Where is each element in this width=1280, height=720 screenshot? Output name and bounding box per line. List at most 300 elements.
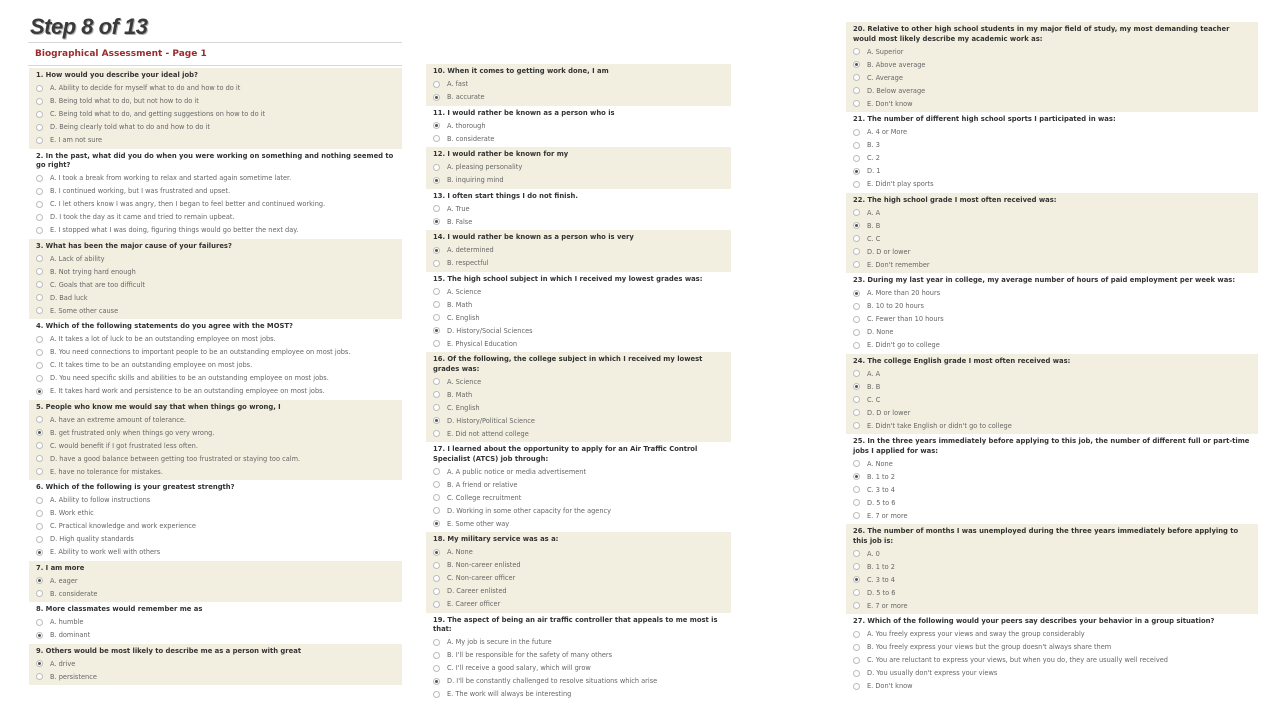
- radio-button[interactable]: [433, 218, 440, 225]
- radio-button[interactable]: [36, 375, 43, 382]
- radio-button[interactable]: [433, 404, 440, 411]
- answer-option-label: E. Didn't take English or didn't go to college: [867, 421, 1012, 430]
- radio-button[interactable]: [853, 550, 860, 557]
- answer-option[interactable]: [853, 165, 1252, 178]
- radio-button[interactable]: [36, 429, 43, 436]
- answer-option-label: A. A public notice or media advertisement: [447, 467, 587, 476]
- question-text: 16. Of the following, the college subject in which I received my lowest grades was:: [433, 355, 703, 373]
- radio-button[interactable]: [853, 248, 860, 255]
- question-block: [426, 230, 731, 272]
- radio-button[interactable]: [433, 94, 440, 101]
- radio-button[interactable]: [853, 316, 860, 323]
- radio-button[interactable]: [853, 129, 860, 136]
- question-block: [846, 193, 1258, 274]
- answer-option[interactable]: [36, 452, 396, 465]
- answer-option-label: E. Ability to work well with others: [50, 548, 161, 556]
- answer-option[interactable]: [433, 375, 725, 388]
- answer-option[interactable]: [36, 439, 396, 452]
- answer-option-label: B. Non-career enlisted: [447, 561, 521, 569]
- answer-option-label: B. 1 to 2: [867, 562, 895, 571]
- radio-button[interactable]: [433, 135, 440, 142]
- answer-option-label: C. It takes time to be an outstanding employee on most jobs.: [50, 361, 253, 369]
- radio-button[interactable]: [36, 468, 43, 475]
- answer-option[interactable]: [853, 393, 1252, 406]
- question-text: 19. The aspect of being an air traffic controller that appeals to me most is that:: [433, 615, 718, 633]
- radio-button[interactable]: [853, 486, 860, 493]
- radio-button[interactable]: [433, 417, 440, 424]
- answer-option[interactable]: [433, 414, 725, 427]
- answer-option-label: B. Not trying hard enough: [50, 267, 136, 276]
- question-block: [29, 68, 402, 149]
- answer-option[interactable]: [853, 232, 1252, 245]
- radio-button[interactable]: [36, 294, 43, 301]
- answer-option-label: A. thorough: [447, 121, 486, 130]
- answer-option[interactable]: [853, 58, 1252, 71]
- answer-option[interactable]: [853, 628, 1252, 641]
- answer-option[interactable]: [433, 401, 725, 414]
- answer-option[interactable]: [433, 662, 725, 675]
- radio-button[interactable]: [36, 362, 43, 369]
- question-block: [29, 149, 402, 239]
- answer-option-label: C. 3 to 4: [867, 575, 895, 584]
- radio-button[interactable]: [36, 255, 43, 262]
- radio-button[interactable]: [433, 691, 440, 698]
- radio-button[interactable]: [36, 497, 43, 504]
- answer-option-label: B. 3: [867, 141, 880, 149]
- question-text: 26. The number of months I was unemployed during the three years immediately before applying to this job is:: [853, 527, 1239, 545]
- answer-option[interactable]: [853, 152, 1252, 165]
- answer-option-label: A. humble: [50, 618, 84, 626]
- radio-button[interactable]: [433, 588, 440, 595]
- answer-option[interactable]: [853, 641, 1252, 654]
- answer-option-label: E. Don't know: [867, 99, 913, 108]
- answer-option-label: B. 10 to 20 hours: [867, 302, 924, 310]
- radio-button[interactable]: [853, 370, 860, 377]
- answer-option-label: D. Below average: [867, 86, 926, 95]
- answer-option[interactable]: [433, 202, 725, 215]
- radio-button[interactable]: [853, 576, 860, 583]
- answer-option[interactable]: [36, 385, 396, 398]
- answer-option[interactable]: [853, 206, 1252, 219]
- question-block: [846, 354, 1258, 435]
- radio-button[interactable]: [36, 124, 43, 131]
- radio-button[interactable]: [36, 455, 43, 462]
- answer-option[interactable]: [853, 339, 1252, 352]
- radio-button[interactable]: [433, 430, 440, 437]
- radio-button[interactable]: [433, 247, 440, 254]
- answer-option[interactable]: [36, 198, 396, 211]
- answer-option[interactable]: [853, 599, 1252, 612]
- answer-option-label: B. A friend or relative: [447, 480, 518, 489]
- answer-option-label: B. accurate: [447, 93, 485, 101]
- radio-button[interactable]: [433, 678, 440, 685]
- answer-option[interactable]: [36, 413, 396, 426]
- radio-button[interactable]: [853, 602, 860, 609]
- radio-button[interactable]: [36, 307, 43, 314]
- radio-button[interactable]: [36, 201, 43, 208]
- answer-option[interactable]: [853, 573, 1252, 586]
- answer-option[interactable]: [433, 688, 725, 701]
- answer-option[interactable]: [36, 108, 396, 121]
- answer-option[interactable]: [853, 71, 1252, 84]
- answer-option-label: E. It takes hard work and persistence to be an outstanding employee on most jobs.: [50, 387, 325, 395]
- radio-button[interactable]: [433, 391, 440, 398]
- answer-option[interactable]: [433, 572, 725, 585]
- answer-option[interactable]: [853, 586, 1252, 599]
- radio-button[interactable]: [853, 683, 860, 690]
- answer-option-label: C. I let others know I was angry, then I began to feel better and continued working.: [50, 200, 326, 208]
- radio-button[interactable]: [853, 473, 860, 480]
- answer-option[interactable]: [36, 95, 396, 108]
- radio-button[interactable]: [853, 74, 860, 81]
- radio-button[interactable]: [36, 660, 43, 667]
- question-text: 13. I often start things I do not finish.: [433, 191, 578, 200]
- question-text: 27. Which of the following would your peers say describes your behavior in a group situation?: [853, 617, 1215, 625]
- answer-option[interactable]: [36, 82, 396, 95]
- answer-option-label: B. respectful: [447, 259, 489, 267]
- answer-option[interactable]: [433, 517, 725, 530]
- answer-option-label: B. inquiring mind: [447, 176, 504, 184]
- answer-option-label: A. True: [447, 204, 470, 213]
- radio-button[interactable]: [433, 81, 440, 88]
- answer-option[interactable]: [433, 427, 725, 440]
- radio-button[interactable]: [433, 601, 440, 608]
- answer-option[interactable]: [36, 574, 396, 587]
- answer-option[interactable]: [853, 470, 1252, 483]
- answer-option[interactable]: [36, 172, 396, 185]
- answer-option[interactable]: [853, 457, 1252, 470]
- answer-option[interactable]: [36, 426, 396, 439]
- radio-button[interactable]: [853, 329, 860, 336]
- radio-button[interactable]: [853, 563, 860, 570]
- answer-option[interactable]: [433, 636, 725, 649]
- radio-button[interactable]: [433, 301, 440, 308]
- radio-button[interactable]: [433, 562, 440, 569]
- answer-option[interactable]: [433, 285, 725, 298]
- answer-option[interactable]: [853, 313, 1252, 326]
- radio-button[interactable]: [853, 512, 860, 519]
- answer-option-label: C. Goals that are too difficult: [50, 280, 145, 289]
- radio-button[interactable]: [433, 164, 440, 171]
- answer-option[interactable]: [36, 224, 396, 237]
- radio-button[interactable]: [433, 665, 440, 672]
- question-text: 1. How would you describe your ideal job?: [36, 71, 198, 79]
- answer-option[interactable]: [853, 287, 1252, 300]
- question-text: 20. Relative to other high school students in my major field of study, my most demanding teacher would most likely describe my academic work as:: [853, 25, 1230, 43]
- answer-option[interactable]: [36, 304, 396, 317]
- radio-button[interactable]: [853, 589, 860, 596]
- answer-option[interactable]: [36, 465, 396, 478]
- answer-option[interactable]: [853, 509, 1252, 522]
- answer-option[interactable]: [853, 84, 1252, 97]
- answer-option[interactable]: [853, 126, 1252, 139]
- answer-option-label: B. 1 to 2: [867, 472, 895, 481]
- radio-button[interactable]: [853, 422, 860, 429]
- radio-button[interactable]: [853, 181, 860, 188]
- radio-button[interactable]: [433, 122, 440, 129]
- answer-option[interactable]: [853, 419, 1252, 432]
- answer-option-label: B. You freely express your views but the group doesn't always share them: [867, 643, 1112, 651]
- answer-option[interactable]: [853, 245, 1252, 258]
- answer-option[interactable]: [853, 483, 1252, 496]
- answer-option-label: E. Physical Education: [447, 339, 518, 348]
- radio-button[interactable]: [853, 100, 860, 107]
- radio-button[interactable]: [36, 510, 43, 517]
- radio-button[interactable]: [853, 396, 860, 403]
- question-text: 24. The college English grade I most often received was:: [853, 356, 1071, 365]
- radio-button[interactable]: [853, 657, 860, 664]
- radio-button[interactable]: [853, 142, 860, 149]
- answer-option[interactable]: [36, 121, 396, 134]
- radio-button[interactable]: [433, 507, 440, 514]
- question-text: 4. Which of the following statements do you agree with the MOST?: [36, 322, 293, 330]
- answer-option[interactable]: [853, 367, 1252, 380]
- radio-button[interactable]: [433, 468, 440, 475]
- answer-option-label: E. Some other cause: [50, 306, 119, 315]
- answer-option[interactable]: [433, 215, 725, 228]
- answer-option-label: A. 0: [867, 549, 880, 558]
- answer-option-label: E. 7 or more: [867, 601, 908, 610]
- answer-option[interactable]: [36, 657, 396, 670]
- answer-option[interactable]: [853, 139, 1252, 152]
- question-column-2: [426, 64, 731, 703]
- radio-button[interactable]: [433, 288, 440, 295]
- question-text: 14. I would rather be known as a person who is very: [433, 233, 634, 241]
- radio-button[interactable]: [36, 673, 43, 680]
- answer-option-label: B. I'll be responsible for the safety of many others: [447, 651, 613, 659]
- radio-button[interactable]: [853, 409, 860, 416]
- answer-option[interactable]: [36, 533, 396, 546]
- answer-option-label: E. Some other way: [447, 519, 510, 528]
- answer-option[interactable]: [36, 670, 396, 683]
- radio-button[interactable]: [853, 261, 860, 268]
- radio-button[interactable]: [433, 575, 440, 582]
- answer-option[interactable]: [853, 326, 1252, 339]
- answer-option[interactable]: [36, 629, 396, 642]
- answer-option[interactable]: [433, 257, 725, 270]
- radio-button[interactable]: [36, 388, 43, 395]
- radio-button[interactable]: [36, 175, 43, 182]
- radio-button[interactable]: [36, 268, 43, 275]
- radio-button[interactable]: [433, 327, 440, 334]
- question-block: [846, 524, 1258, 614]
- answer-option[interactable]: [853, 560, 1252, 573]
- answer-option[interactable]: [433, 91, 725, 104]
- answer-option[interactable]: [433, 504, 725, 517]
- answer-option-label: D. 5 to 6: [867, 588, 896, 597]
- answer-option-label: A. pleasing personality: [447, 163, 523, 171]
- answer-option[interactable]: [36, 587, 396, 600]
- radio-button[interactable]: [36, 536, 43, 543]
- radio-button[interactable]: [433, 314, 440, 321]
- answer-option[interactable]: [36, 494, 396, 507]
- radio-button[interactable]: [36, 632, 43, 639]
- answer-option-label: B. I continued working, but I was frustrated and upset.: [50, 187, 231, 195]
- radio-button[interactable]: [853, 644, 860, 651]
- answer-option-label: E. The work will always be interesting: [447, 690, 572, 698]
- question-text: 6. Which of the following is your greatest strength?: [36, 483, 235, 491]
- answer-option[interactable]: [433, 174, 725, 187]
- radio-button[interactable]: [853, 383, 860, 390]
- answer-option-label: A. Superior: [867, 47, 904, 56]
- answer-option[interactable]: [433, 78, 725, 91]
- answer-option[interactable]: [433, 388, 725, 401]
- answer-option[interactable]: [433, 491, 725, 504]
- radio-button[interactable]: [433, 639, 440, 646]
- radio-button[interactable]: [433, 177, 440, 184]
- radio-button[interactable]: [36, 188, 43, 195]
- radio-button[interactable]: [433, 340, 440, 347]
- answer-option[interactable]: [433, 546, 725, 559]
- answer-option-label: D. History/Social Sciences: [447, 326, 533, 335]
- answer-option[interactable]: [36, 616, 396, 629]
- answer-option[interactable]: [433, 311, 725, 324]
- answer-option[interactable]: [433, 649, 725, 662]
- question-text: 3. What has been the major cause of your failures?: [36, 241, 232, 250]
- radio-button[interactable]: [36, 214, 43, 221]
- answer-option[interactable]: [433, 478, 725, 491]
- answer-option[interactable]: [853, 547, 1252, 560]
- radio-button[interactable]: [36, 85, 43, 92]
- answer-option-label: A. None: [867, 459, 893, 468]
- radio-button[interactable]: [853, 499, 860, 506]
- answer-option[interactable]: [36, 265, 396, 278]
- question-block: [29, 319, 402, 400]
- answer-option[interactable]: [433, 465, 725, 478]
- answer-option-label: C. 2: [867, 154, 880, 162]
- question-text: 7. I am more: [36, 563, 85, 572]
- radio-button[interactable]: [853, 209, 860, 216]
- radio-button[interactable]: [853, 290, 860, 297]
- answer-option[interactable]: [853, 406, 1252, 419]
- question-column-1: [29, 68, 402, 685]
- answer-option[interactable]: [853, 496, 1252, 509]
- question-block: [29, 480, 402, 561]
- answer-option-label: A. More than 20 hours: [867, 289, 941, 297]
- radio-button[interactable]: [853, 61, 860, 68]
- question-text: 9. Others would be most likely to describe me as a person with great: [36, 646, 302, 655]
- answer-option-label: E. 7 or more: [867, 511, 908, 520]
- radio-button[interactable]: [853, 342, 860, 349]
- radio-button[interactable]: [853, 460, 860, 467]
- question-block: [426, 272, 731, 353]
- radio-button[interactable]: [36, 98, 43, 105]
- radio-button[interactable]: [853, 168, 860, 175]
- radio-button[interactable]: [36, 349, 43, 356]
- question-block: [29, 239, 402, 320]
- answer-option[interactable]: [853, 97, 1252, 110]
- answer-option[interactable]: [36, 185, 396, 198]
- radio-button[interactable]: [853, 155, 860, 162]
- radio-button[interactable]: [433, 494, 440, 501]
- answer-option[interactable]: [433, 132, 725, 145]
- answer-option-label: A. My job is secure in the future: [447, 638, 552, 646]
- radio-button[interactable]: [433, 378, 440, 385]
- answer-option[interactable]: [433, 324, 725, 337]
- answer-option[interactable]: [853, 667, 1252, 680]
- answer-option-label: C. C: [867, 234, 881, 243]
- answer-option[interactable]: [433, 298, 725, 311]
- question-column-3: [846, 22, 1258, 695]
- question-block: [846, 434, 1258, 524]
- radio-button[interactable]: [36, 577, 43, 584]
- radio-button[interactable]: [36, 336, 43, 343]
- radio-button[interactable]: [36, 281, 43, 288]
- answer-option[interactable]: [853, 380, 1252, 393]
- answer-option[interactable]: [433, 337, 725, 350]
- answer-option[interactable]: [36, 546, 396, 559]
- answer-option[interactable]: [433, 244, 725, 257]
- radio-button[interactable]: [853, 670, 860, 677]
- radio-button[interactable]: [433, 260, 440, 267]
- answer-option[interactable]: [433, 559, 725, 572]
- answer-option[interactable]: [36, 278, 396, 291]
- answer-option[interactable]: [853, 680, 1252, 693]
- radio-button[interactable]: [433, 520, 440, 527]
- answer-option[interactable]: [433, 675, 725, 688]
- answer-option[interactable]: [433, 119, 725, 132]
- radio-button[interactable]: [36, 590, 43, 597]
- answer-option-label: A. Science: [447, 287, 482, 296]
- answer-option[interactable]: [853, 258, 1252, 271]
- radio-button[interactable]: [433, 549, 440, 556]
- question-block: [29, 561, 402, 603]
- radio-button[interactable]: [36, 549, 43, 556]
- answer-option[interactable]: [36, 359, 396, 372]
- answer-option[interactable]: [36, 134, 396, 147]
- question-text: 22. The high school grade I most often received was:: [853, 195, 1057, 204]
- answer-option[interactable]: [36, 252, 396, 265]
- answer-option[interactable]: [36, 520, 396, 533]
- answer-option[interactable]: [853, 178, 1252, 191]
- radio-button[interactable]: [853, 303, 860, 310]
- answer-option[interactable]: [853, 219, 1252, 232]
- radio-button[interactable]: [36, 227, 43, 234]
- answer-option[interactable]: [36, 291, 396, 304]
- question-block: [426, 189, 731, 231]
- radio-button[interactable]: [36, 523, 43, 530]
- radio-button[interactable]: [433, 205, 440, 212]
- answer-option[interactable]: [36, 333, 396, 346]
- radio-button[interactable]: [36, 137, 43, 144]
- answer-option[interactable]: [853, 654, 1252, 667]
- answer-option-label: A. drive: [50, 659, 76, 668]
- radio-button[interactable]: [36, 111, 43, 118]
- answer-option[interactable]: [36, 346, 396, 359]
- answer-option[interactable]: [433, 598, 725, 611]
- answer-option[interactable]: [36, 507, 396, 520]
- answer-option[interactable]: [36, 211, 396, 224]
- radio-button[interactable]: [36, 416, 43, 423]
- radio-button[interactable]: [853, 48, 860, 55]
- answer-option[interactable]: [433, 161, 725, 174]
- question-text: 10. When it comes to getting work done, I am: [433, 67, 609, 75]
- radio-button[interactable]: [853, 222, 860, 229]
- radio-button[interactable]: [36, 619, 43, 626]
- radio-button[interactable]: [853, 235, 860, 242]
- question-text: 5. People who know me would say that when things go wrong, I: [36, 402, 281, 411]
- question-text: 23. During my last year in college, my average number of hours of paid employment per week was:: [853, 276, 1236, 284]
- answer-option[interactable]: [853, 300, 1252, 313]
- radio-button[interactable]: [853, 631, 860, 638]
- answer-option[interactable]: [36, 372, 396, 385]
- answer-option[interactable]: [853, 45, 1252, 58]
- radio-button[interactable]: [36, 442, 43, 449]
- radio-button[interactable]: [433, 481, 440, 488]
- answer-option[interactable]: [433, 585, 725, 598]
- radio-button[interactable]: [853, 87, 860, 94]
- radio-button[interactable]: [433, 652, 440, 659]
